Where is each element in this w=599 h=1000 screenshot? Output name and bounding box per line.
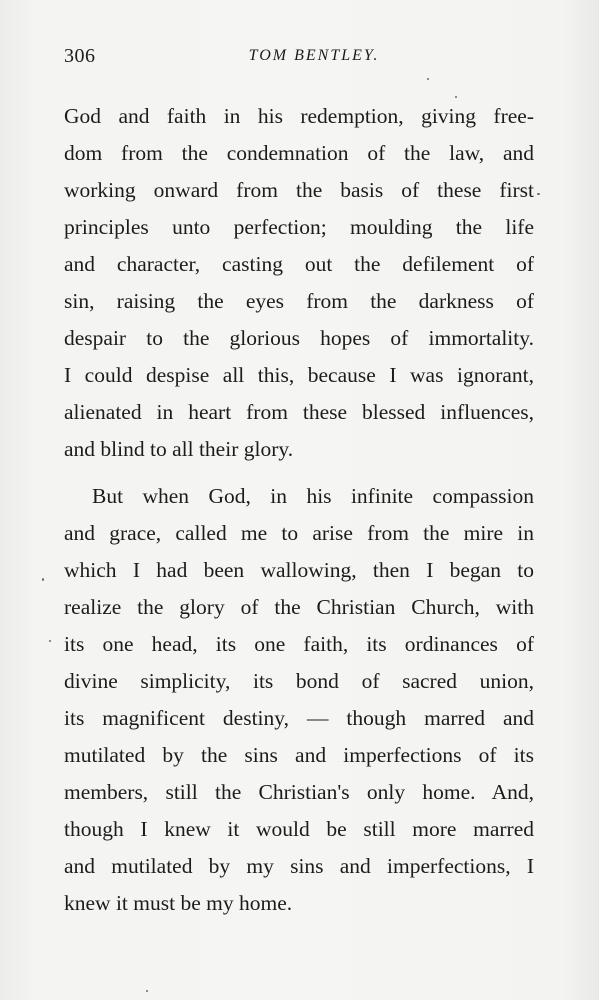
text-line: though I knew it would be still more marred bbox=[64, 817, 534, 841]
body-text bbox=[64, 98, 534, 922]
text-line: which I had been wallowing, then I began to bbox=[64, 558, 534, 582]
page-header bbox=[64, 45, 534, 75]
page-number: 306 bbox=[64, 45, 96, 67]
scan-speck bbox=[146, 990, 148, 992]
text-line: principles unto perfection; moulding the life bbox=[64, 215, 534, 239]
scan-speck bbox=[49, 640, 51, 642]
scan-speck bbox=[427, 78, 429, 80]
text-line: sin, raising the eyes from the darkness of bbox=[64, 289, 534, 313]
text-line: realize the glory of the Christian Church, with bbox=[64, 595, 534, 619]
text-line: its magnificent destiny, — though marred and bbox=[64, 706, 534, 730]
text-line: alienated in heart from these blessed influences, bbox=[64, 400, 534, 424]
text-line: and blind to all their glory. bbox=[64, 437, 294, 461]
scan-speck bbox=[537, 193, 540, 195]
text-line: But when God, in his infinite compassion bbox=[92, 484, 534, 508]
text-line: and mutilated by my sins and imperfections, I bbox=[64, 854, 534, 878]
text-line: I could despise all this, because I was ignorant, bbox=[64, 363, 534, 387]
text-line: working onward from the basis of these first bbox=[64, 178, 534, 202]
scan-speck bbox=[455, 96, 457, 98]
text-line: and grace, called me to arise from the mire in bbox=[64, 521, 534, 545]
text-line: members, still the Christian's only home. And, bbox=[64, 780, 534, 804]
text-line: despair to the glorious hopes of immortality. bbox=[64, 326, 534, 350]
text-line: dom from the condemnation of the law, and bbox=[64, 141, 534, 165]
scan-speck bbox=[42, 578, 44, 581]
text-line: knew it must be my home. bbox=[64, 891, 293, 915]
text-line: God and faith in his redemption, giving free- bbox=[64, 104, 534, 128]
running-title: TOM BENTLEY. bbox=[248, 47, 380, 64]
text-line: its one head, its one faith, its ordinances of bbox=[64, 632, 534, 656]
text-line: mutilated by the sins and imperfections of its bbox=[64, 743, 534, 767]
text-line: and character, casting out the defilement of bbox=[64, 252, 534, 276]
text-line: divine simplicity, its bond of sacred union, bbox=[64, 669, 534, 693]
